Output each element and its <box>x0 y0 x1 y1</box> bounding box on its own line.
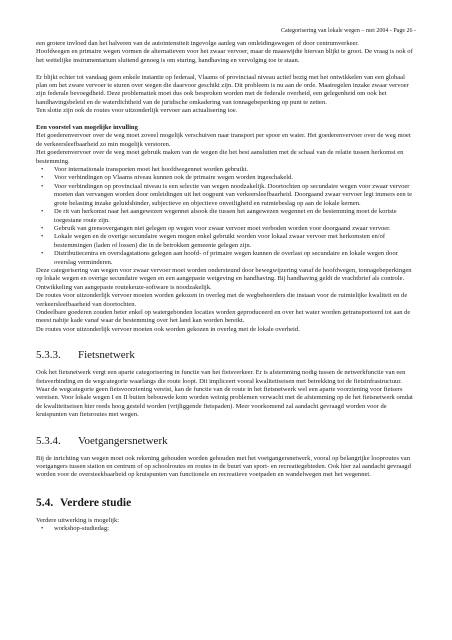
paragraph: een grotere invloed dan het halveren van de autointensiteit ingevolge aanleg van omleidingswegen of door centrumverkeer. <box>36 40 359 47</box>
paragraph: Het goederenvervoer over de weg moet zoveel mogelijk verschuiven naar transport per spoor en water. Het goederenvervoer over de weg moet de verkeersleefbaarheid zo min mogelijk verstoren. <box>36 132 411 148</box>
list-item: • Distributiecentra en overslagstations gelegen aan hoofd- of primaire wegen kunnen de overlast op secundaire en lokale wegen door overslag verminderen. <box>36 250 416 267</box>
section-title: Voetgangersnetwerk <box>78 434 168 447</box>
section-title: Verdere studie <box>60 496 132 509</box>
paragraph: Bij de inrichting van wegen moet ook rekening gehouden worden gehouden met het voetgangersnetwerk, vooral op belangrijke looproutes van voetgangers tussen station en centrum of op schoolroutes en routes in de buurt van sport- en recreatiegebieden. Ook hier zal aandacht gevraagd worden voor de oversteekbaarheid op kruispunten van functionele en recreatieve voetpaden en wandelwegen met het wegennet. <box>36 454 411 479</box>
paragraph: Deze categorisering van wegen voor zwaar vervoer moet worden ondersteund door bewegwijzering vanaf de hoofdwegen, tonnagebeperkingen op lokale wegen en overige secundaire wegen en een aangepaste wetgeving en handhaving. Bij handhaving geldt de vrachtbrief als controle. Ontwikkeling van aangepaste routekeuze-software is noodzakelijk. <box>36 266 412 291</box>
list-item: • Voor verbindingen op Vlaams niveau kunnen ook de primaire wegen worden ingeschakeld. <box>36 174 416 182</box>
list-item: • Voor internationale transporten moet het hoofdwegennet worden gebruikt. <box>36 166 416 174</box>
section-heading-5-3-3 <box>36 349 416 362</box>
list-item: • De rit van herkomst naar het aangewezen wegennet alsook die tussen het aangewezen wegennet en de bestemming moet de kortste toegestane route zijn. <box>36 208 416 225</box>
section-number: 5.3.3. <box>36 349 61 362</box>
list-item: • Lokale wegen en de overige secundaire wegen mogen enkel gebruikt worden voor lokaal zwaar vervoer met herkomsten en/of bestemmingen (laden of lossen) die in de betrokken gemeente gelegen zijn. <box>36 233 416 250</box>
proposal-bullet-list <box>36 166 416 267</box>
section-heading-5-3-4 <box>36 435 416 448</box>
paragraph: Ondeelbare goederen zouden beter enkel op watergebonden locaties worden geproduceerd en over het water worden getransporteerd tot aan de meest nabije kade vanaf waar de bestemming over het land kan worden bereikt. <box>36 308 411 325</box>
list-item: • workshop-studiedag; <box>36 525 416 533</box>
section-number: 5.4. <box>36 496 54 509</box>
section-title: Fietsnetwerk <box>78 349 135 362</box>
paragraph: Verdere uitwerking is mogelijk: <box>36 516 120 524</box>
list-item: • Voor verbindingen op provinciaal niveau is een selectie van wegen noodzakelijk. Doortochten op secundaire wegen voor zwaar vervoer moeten dan vervangen worden door omleidingen uit het oogpunt van verkeersleefbaarheid. Doorgaand zwaar vervoer legt immers een te grote belasting inzake geluidshinder, subjectieve en objectieve onveiligheid en ruimtebeslag op aan de lokale kernen. <box>36 183 416 208</box>
paragraph: Er blijkt echter tot vandaag geen enkele instantie op federaal, Vlaams of provinciaal niveau actief bezig met het ontwikkelen van een globaal plan om het zware vervoer te sturen over wegen die daarvoor geschikt zijn. Dit probleem is nu aan de orde. Maatregelen inzake zwaar vervoer zijn federale bevoegdheid. Deze problematiek moet dus ook besproken worden met de federale overheid, een gelegenheid om ook het handhavingsbeleid en de waterdichtheid van de juridische omkadering van tonnagebeperking op punt te zetten. <box>36 73 409 106</box>
paragraph: Hoofdwegen en primaire wegen vormen de alternatieven voor het zwaar vervoer, maar de maaswijdte hiervan blijkt te groot. De vraag is ook of het wettelijke instrumentarium sluitend genoeg is om sturing, handhaving en vervolging toe te staan. <box>36 48 413 64</box>
study-bullet-list <box>36 525 416 533</box>
proposal-heading: Een voorstel van mogelijke invulling <box>36 124 138 132</box>
running-header: Categorisering van lokale wegen – mei 2004 - Page 26 - <box>281 28 416 34</box>
paragraph: De routes voor uitzonderlijk vervoer moeten ook worden gekozen in overleg met de lokale overheid. <box>36 325 300 333</box>
section-number: 5.3.4. <box>36 434 61 447</box>
paragraph: De routes voor uitzonderlijk vervoer moeten worden gekozen in overleg met de wegbeheerders die instaan voor de ruimtelijke kwaliteit en de verkeersleefbaarheid van doortochten. <box>36 292 408 308</box>
paragraph: Ten slotte zijn ook de routes voor uitzonderlijk vervoer aan actualisering toe. <box>36 107 238 115</box>
list-item: • Gebruik van grensovergangen niet gelegen op wegen voor zwaar vervoer moet verboden worden voor doorgaand zwaar vervoer. <box>36 225 416 233</box>
paragraph: Ook het fietsnetwerk vergt een aparte categorisering in functie van het fietsverkeer. Er is afstemming nodig tussen de netwerkfunctie van een fietsverbinding en de wegcategorie waarlangs die route loopt. Dit impliceert vooral kwaliteitseisen met betrekking tot de fietsinfrastructuur. Waar de wegcategorie geen fietsvoorziening vereist, kan de functie van de route in het fietsnetwerk wel een aparte voorziening voor fietsers vereisen. Voor lokale wegen I en II buiten bebouwde kom worden weinig problemen verwacht met de afstemming op de het fietsnetwerk omdat de kwaliteitseisen hier reeds hoog gesteld worden (vrijliggende fietspaden). Meer voorkomend zal aandacht gevraagd worden voor de kruispunten van fietsroutes met wegen. <box>36 369 413 419</box>
paragraph: Het goederenvervoer over de weg moet gebruik maken van de wegen die het best aansluiten met de schaal van de relatie tussen herkomst en bestemming. <box>36 149 404 165</box>
page-body <box>36 40 416 534</box>
section-heading-5-4 <box>36 496 416 510</box>
